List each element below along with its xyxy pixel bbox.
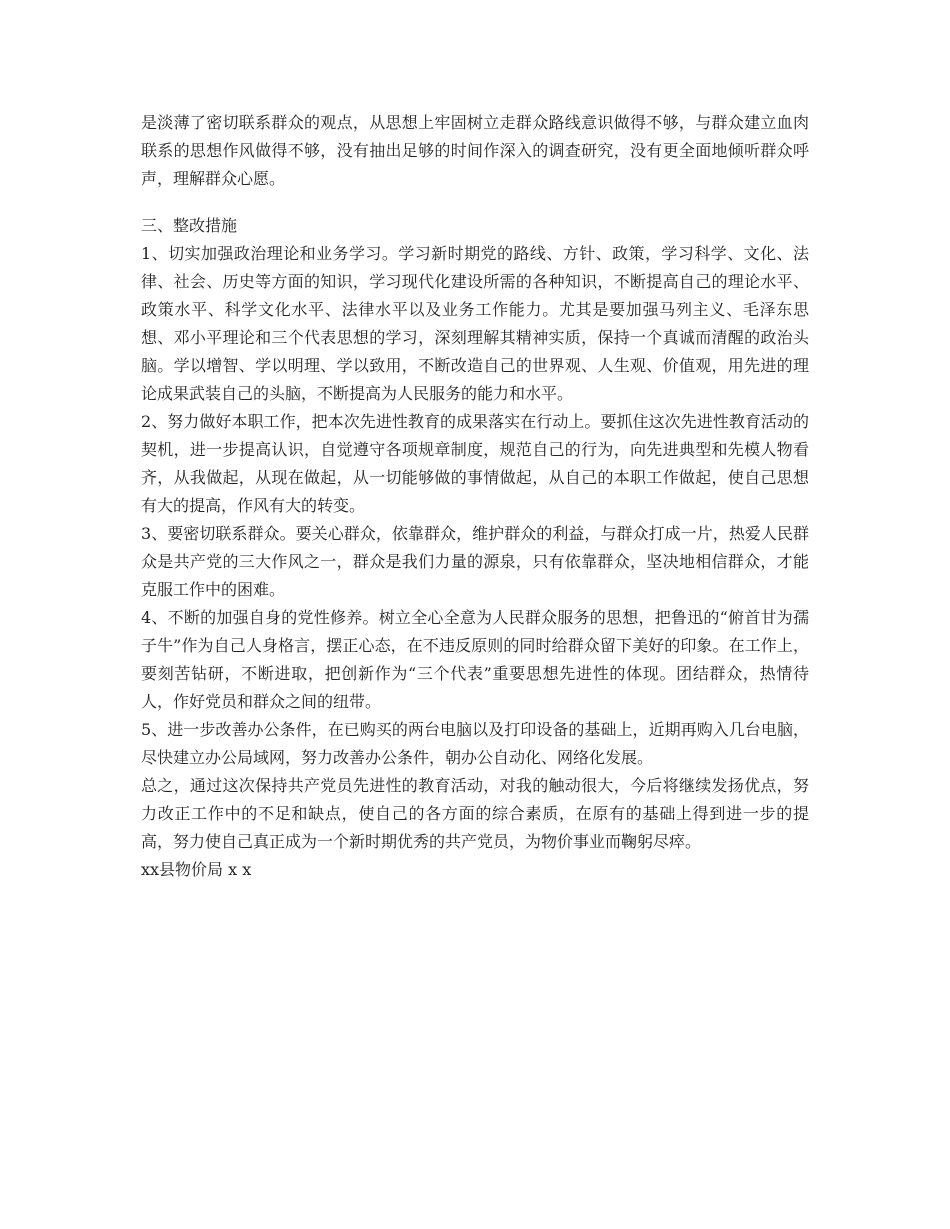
measures-text-block bbox=[141, 212, 809, 884]
section-heading: 三、整改措施 bbox=[141, 216, 238, 235]
intro-text-block bbox=[141, 109, 809, 193]
measure-item-4: 4、不断的加强自身的党性修养。树立全心全意为人民群众服务的思想，把鲁迅的“俯首甘为孺子牛”作为自己人身格言，摆正心态，在不违反原则的同时给群众留下美好的印象。在工作上，要刻苦钻研，不断进取，把创新作为“三个代表”重要思想先进性的体现。团结群众，热情待人，作好党员和群众之间的纽带。 bbox=[141, 608, 809, 711]
measure-item-3: 3、要密切联系群众。要关心群众，依靠群众，维护群众的利益，与群众打成一片，热爱人民群众是共产党的三大作风之一，群众是我们力量的源泉，只有依靠群众，坚决地相信群众，才能克服工作中的困难。 bbox=[141, 524, 809, 599]
conclusion-paragraph: 总之，通过这次保持共产党员先进性的教育活动，对我的触动很大，今后将继续发扬优点，努力改正工作中的不足和缺点，使自己的各方面的综合素质，在原有的基础上得到进一步的提高，努力使自己真正成为一个新时期优秀的共产党员，为物价事业而鞠躬尽瘁。 bbox=[141, 776, 809, 851]
signature-line: xx县物价局 x x bbox=[141, 860, 252, 879]
measure-item-2: 2、努力做好本职工作，把本次先进性教育的成果落实在行动上。要抓住这次先进性教育活动的契机，进一步提高认识，自觉遵守各项规章制度，规范自己的行为，向先进典型和先模人物看齐，从我做起，从现在做起，从一切能够做的事情做起，从自己的本职工作做起，使自己思想有大的提高，作风有大的转变。 bbox=[141, 412, 809, 515]
measure-item-5: 5、进一步改善办公条件，在已购买的两台电脑以及打印设备的基础上，近期再购入几台电脑，尽快建立办公局域网，努力改善办公条件，朝办公自动化、网络化发展。 bbox=[141, 720, 809, 767]
measure-item-1: 1、切实加强政治理论和业务学习。学习新时期党的路线、方针、政策，学习科学、文化、法律、社会、历史等方面的知识，学习现代化建设所需的各种知识，不断提高自己的理论水平、政策水平、科学文化水平、法律水平以及业务工作能力。尤其是要加强马列主义、毛泽东思想、邓小平理论和三个代表思想的学习，深刻理解其精神实质，保持一个真诚而清醒的政治头脑。学以增智、学以明理、学以致用，不断改造自己的世界观、人生观、价值观，用先进的理论成果武装自己的头脑，不断提高为人民服务的能力和水平。 bbox=[141, 244, 809, 403]
intro-paragraph: 是淡薄了密切联系群众的观点，从思想上牢固树立走群众路线意识做得不够，与群众建立血肉联系的思想作风做得不够，没有抽出足够的时间作深入的调查研究，没有更全面地倾听群众呼声，理解群众心愿。 bbox=[141, 113, 809, 188]
